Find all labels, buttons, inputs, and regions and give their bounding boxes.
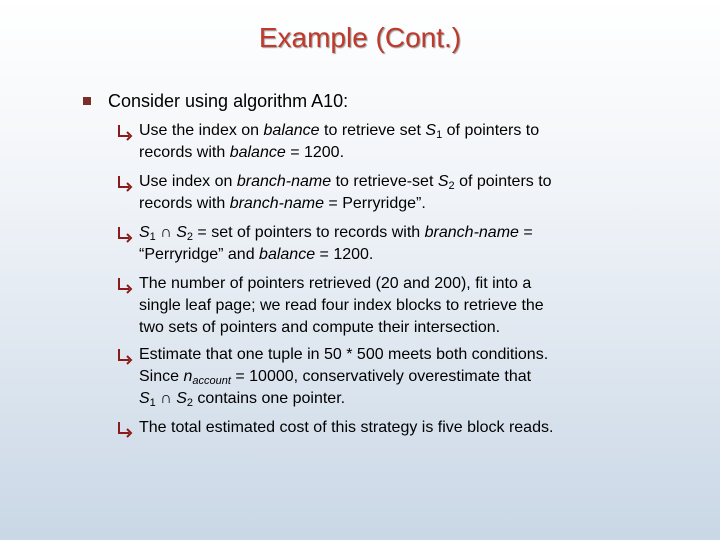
text-segment: S bbox=[139, 224, 150, 241]
text-segment: “Perryridge” and bbox=[139, 246, 260, 263]
text-segment: to retrieve set bbox=[319, 122, 426, 139]
text-segment: branch-name bbox=[236, 173, 332, 190]
text-segment: balance bbox=[229, 144, 286, 161]
text-segment: of pointers to bbox=[454, 173, 552, 190]
text-segment: branch-name bbox=[229, 195, 324, 212]
text-segment: of pointers to bbox=[442, 122, 540, 139]
text-segment: = Perryridge”. bbox=[323, 195, 426, 212]
subscript-text: account bbox=[192, 375, 231, 387]
sub-bullet-line bbox=[139, 344, 637, 366]
main-bullet-text: Consider using algorithm A10: bbox=[108, 91, 349, 111]
text-segment: S bbox=[139, 390, 150, 407]
sub-bullet-item bbox=[117, 344, 637, 410]
sub-bullet-line bbox=[139, 142, 637, 164]
subscript-text: 1 bbox=[436, 129, 443, 141]
text-segment: to retrieve-set bbox=[331, 173, 438, 190]
subscript-text: 1 bbox=[149, 231, 156, 243]
text-segment: = bbox=[518, 224, 533, 241]
text-segment: S bbox=[176, 224, 187, 241]
sub-bullet-line bbox=[139, 193, 637, 215]
subscript-text: 1 bbox=[149, 397, 156, 409]
sub-bullet-item bbox=[117, 222, 637, 266]
text-segment: balance bbox=[263, 122, 320, 139]
text-segment: balance bbox=[259, 246, 316, 263]
text-segment: = 1200. bbox=[315, 246, 374, 263]
arrow-bullet-icon bbox=[117, 120, 133, 142]
sub-bullet-line bbox=[139, 171, 637, 193]
arrow-bullet-icon bbox=[117, 344, 133, 366]
text-segment: ∩ bbox=[155, 390, 177, 407]
text-segment: n bbox=[183, 368, 193, 385]
arrow-bullet-icon bbox=[117, 222, 133, 244]
arrow-bullet-icon bbox=[117, 171, 133, 193]
slide-title: Example (Cont.) bbox=[258, 22, 462, 53]
sub-bullet-line bbox=[139, 417, 637, 439]
text-segment: The total estimated cost of this strategy is five block reads. bbox=[139, 419, 554, 436]
sub-bullet-line bbox=[139, 317, 637, 339]
text-segment: two sets of pointers and compute their intersection. bbox=[139, 319, 501, 336]
text-segment: = 1200. bbox=[285, 144, 345, 161]
sub-bullet-line bbox=[139, 120, 637, 142]
subscript-text: 2 bbox=[186, 397, 193, 409]
sub-bullet-item bbox=[117, 120, 637, 164]
text-segment: records with bbox=[139, 195, 230, 212]
sub-bullet-item bbox=[117, 417, 637, 439]
sub-bullet-item bbox=[117, 273, 637, 339]
text-segment: = set of pointers to records with bbox=[192, 224, 425, 241]
arrow-bullet-icon bbox=[117, 417, 133, 439]
square-bullet-icon bbox=[83, 97, 91, 105]
text-segment: Since bbox=[139, 368, 184, 385]
sub-bullet-line bbox=[139, 388, 637, 410]
text-segment: Estimate that one tuple in 50 * 500 meets both conditions. bbox=[139, 346, 549, 363]
text-segment: ∩ bbox=[155, 224, 177, 241]
text-segment: = 10000, conservatively overestimate that bbox=[230, 368, 532, 385]
subscript-text: 2 bbox=[186, 231, 193, 243]
sub-bullet-line bbox=[139, 366, 637, 388]
text-segment: branch-name bbox=[424, 224, 519, 241]
sub-bullet-line bbox=[139, 244, 637, 266]
sub-bullet-line bbox=[139, 273, 637, 295]
text-segment: contains one pointer. bbox=[192, 390, 346, 407]
text-segment: single leaf page; we read four index blocks to retrieve the bbox=[139, 297, 544, 314]
arrow-bullet-icon bbox=[117, 273, 133, 295]
text-segment: S bbox=[176, 390, 187, 407]
sub-bullet-line bbox=[139, 222, 637, 244]
sub-bullet-item bbox=[117, 171, 637, 215]
text-segment: Use the index on bbox=[139, 122, 264, 139]
text-segment: The number of pointers retrieved (20 and 200), fit into a bbox=[139, 275, 532, 292]
text-segment: Use index on bbox=[139, 173, 237, 190]
subscript-text: 2 bbox=[448, 180, 455, 192]
text-segment: S bbox=[425, 122, 437, 139]
text-segment: S bbox=[437, 173, 449, 190]
text-segment: records with bbox=[139, 144, 230, 161]
sub-bullet-line bbox=[139, 295, 637, 317]
